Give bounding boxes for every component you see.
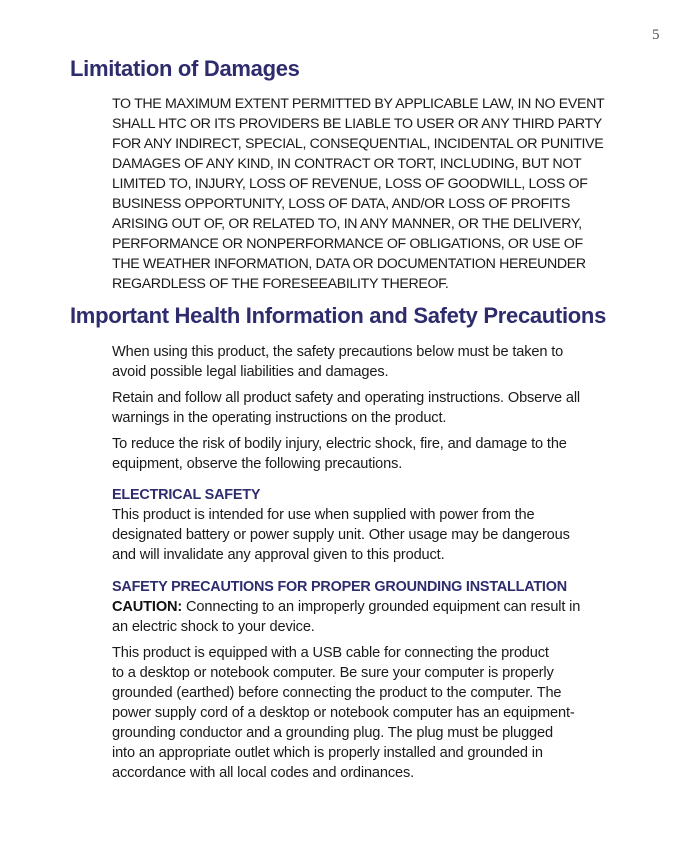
section-heading-health-safety: Important Health Information and Safety Precautions <box>70 303 607 328</box>
text-line: Retain and follow all product safety and operating instructions. Observe all <box>112 390 581 406</box>
intro-paragraph-3 <box>112 434 634 474</box>
text-line: This product is equipped with a USB cable for connecting the product <box>112 645 549 661</box>
text-line: grounding conductor and a grounding plug. The plug must be plugged <box>112 725 553 741</box>
text-line: REGARDLESS OF THE FORESEEABILITY THEREOF. <box>112 276 449 292</box>
text-line: accordance with all local codes and ordinances. <box>112 765 415 781</box>
text-line: THE WEATHER INFORMATION, DATA OR DOCUMENTATION HEREUNDER <box>112 256 586 272</box>
text-line: an electric shock to your device. <box>112 619 315 635</box>
text-line: LIMITED TO, INJURY, LOSS OF REVENUE, LOSS OF GOODWILL, LOSS OF <box>112 176 588 192</box>
text-line: avoid possible legal liabilities and damages. <box>112 364 389 380</box>
text-line: To reduce the risk of bodily injury, electric shock, fire, and damage to the <box>112 436 567 452</box>
section-heading-limitation-of-damages: Limitation of Damages <box>70 56 300 81</box>
text-line: designated battery or power supply unit. Other usage may be dangerous <box>112 527 570 543</box>
caution-line <box>112 597 634 617</box>
text-line: TO THE MAXIMUM EXTENT PERMITTED BY APPLICABLE LAW, IN NO EVENT <box>112 96 605 112</box>
text-line: FOR ANY INDIRECT, SPECIAL, CONSEQUENTIAL, INCIDENTAL OR PUNITIVE <box>112 136 604 152</box>
text-line: BUSINESS OPPORTUNITY, LOSS OF DATA, AND/OR LOSS OF PROFITS <box>112 196 570 212</box>
text-line: power supply cord of a desktop or notebook computer has an equipment- <box>112 705 575 721</box>
page-number: 5 <box>652 27 660 43</box>
text-line: into an appropriate outlet which is properly installed and grounded in <box>112 745 543 761</box>
intro-paragraph-1 <box>112 342 634 382</box>
electrical-safety-section <box>112 485 634 565</box>
caution-text: Connecting to an improperly grounded equipment can result in <box>182 599 581 615</box>
text-line: ARISING OUT OF, OR RELATED TO, IN ANY MANNER, OR THE DELIVERY, <box>112 216 582 232</box>
text-line: warnings in the operating instructions on the product. <box>112 410 447 426</box>
text-line: to a desktop or notebook computer. Be sure your computer is properly <box>112 665 554 681</box>
text-line: equipment, observe the following precautions. <box>112 456 403 472</box>
text-line: SHALL HTC OR ITS PROVIDERS BE LIABLE TO USER OR ANY THIRD PARTY <box>112 116 602 132</box>
text-line: When using this product, the safety precautions below must be taken to <box>112 344 564 360</box>
subsection-heading-grounding: SAFETY PRECAUTIONS FOR PROPER GROUNDING INSTALLATION <box>112 579 567 595</box>
text-line: grounded (earthed) before connecting the product to the computer. The <box>112 685 562 701</box>
text-line: DAMAGES OF ANY KIND, IN CONTRACT OR TORT, INCLUDING, BUT NOT <box>112 156 582 172</box>
text-line: This product is intended for use when supplied with power from the <box>112 507 535 523</box>
limitation-paragraph <box>112 94 634 294</box>
text-line: and will invalidate any approval given to this product. <box>112 547 445 563</box>
subsection-heading-electrical-safety: ELECTRICAL SAFETY <box>112 487 261 503</box>
intro-paragraph-2 <box>112 388 634 428</box>
caution-label: CAUTION: <box>112 599 183 615</box>
grounding-paragraph <box>112 643 634 783</box>
text-line: PERFORMANCE OR NONPERFORMANCE OF OBLIGATIONS, OR USE OF <box>112 236 583 252</box>
grounding-section <box>112 577 634 637</box>
